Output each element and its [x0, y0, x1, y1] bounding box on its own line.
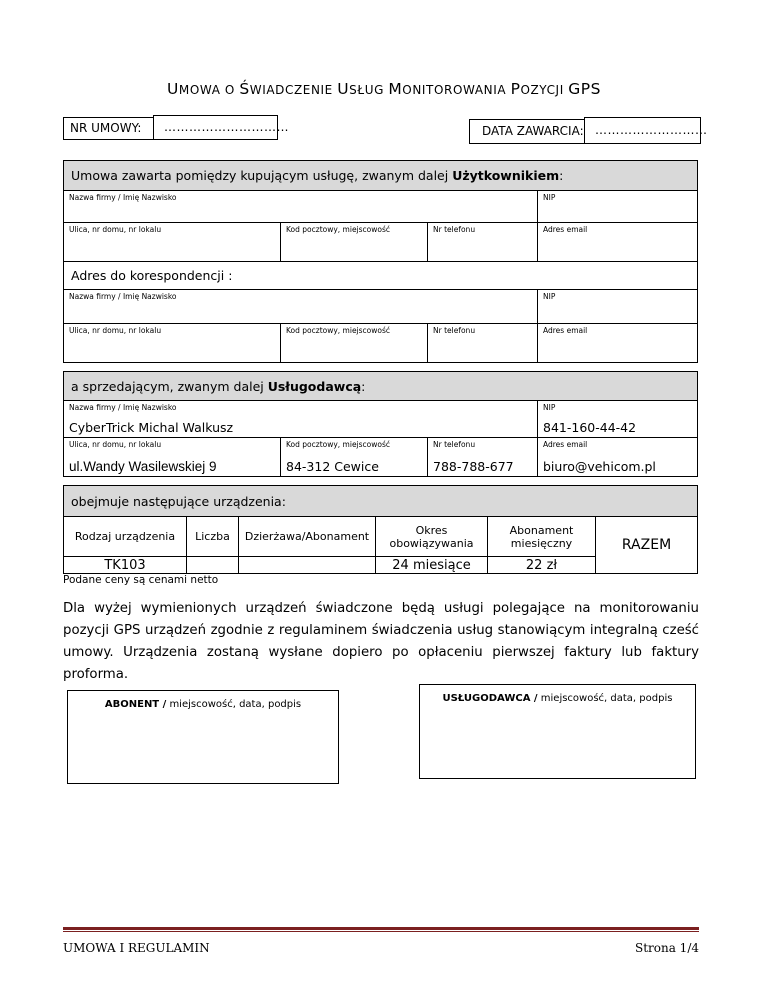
- terms-paragraph: Dla wyżej wymienionych urządzeń świadczone będą usługi polegające na monitorowaniu pozycji GPS urządzeń zgodnie z regulaminem świadczenia usług stanowiącym integralną cześć umowy. Urządzenia zostaną wysłane dopiero po opłaceniu pierwszej faktury lub faktury proforma.: [63, 601, 699, 682]
- contract-number-label: NR UMOWY:: [63, 117, 154, 140]
- corr-name-label: Nazwa firmy / Imię Nazwisko: [69, 292, 177, 301]
- subscriber-signature-caption: miejscowość, data, podpis: [166, 699, 302, 710]
- device-type-value: TK103: [64, 557, 187, 574]
- device-mode-value[interactable]: [239, 557, 376, 574]
- seller-street-field: [64, 438, 281, 477]
- seller-name-label: Nazwa firmy / Imię Nazwisko: [69, 403, 177, 412]
- seller-postal-field: [281, 438, 428, 477]
- corr-email-field[interactable]: [538, 324, 698, 363]
- user-section: [63, 160, 698, 363]
- col-lease-subscription: Dzierżawa/Abonament: [239, 517, 376, 557]
- user-name-label: Nazwa firmy / Imię Nazwisko: [69, 193, 177, 202]
- device-qty-value[interactable]: [187, 557, 239, 574]
- col-validity-period: Okres obowiązywania: [376, 517, 488, 557]
- footer-rule-thin: [63, 931, 699, 932]
- corr-phone-field[interactable]: [428, 324, 538, 363]
- user-name-field[interactable]: [64, 191, 538, 223]
- seller-nip-label: NIP: [543, 403, 556, 412]
- seller-email-label: Adres email: [543, 440, 588, 449]
- seller-email-value: biuro@vehicom.pl: [543, 459, 656, 474]
- seller-phone-label: Nr telefonu: [433, 440, 476, 449]
- corr-postal-label: Kod pocztowy, miejscowość: [286, 326, 391, 335]
- seller-nip-value: 841-160-44-42: [543, 420, 637, 435]
- col-device-type: Rodzaj urządzenia: [64, 517, 187, 557]
- contract-number-field[interactable]: …………………………: [153, 115, 278, 140]
- seller-name-value: CyberTrick Michal Walkusz: [69, 420, 234, 435]
- footer-rule: [63, 927, 699, 930]
- seller-nip-field: [538, 401, 698, 438]
- contract-date-label: DATA ZAWARCIA:: [469, 119, 585, 144]
- user-postal-label: Kod pocztowy, miejscowość: [286, 225, 391, 234]
- user-nip-label: NIP: [543, 193, 556, 202]
- correspondence-heading: Adres do korespondencji :: [64, 262, 698, 290]
- user-postal-field[interactable]: [281, 223, 428, 262]
- corr-street-field[interactable]: [64, 324, 281, 363]
- device-fee-value: 22 zł: [488, 557, 596, 574]
- col-monthly-fee: Abonament miesięczny: [488, 517, 596, 557]
- corr-email-label: Adres email: [543, 326, 588, 335]
- corr-name-field[interactable]: [64, 290, 538, 324]
- document-title: UMOWA O ŚWIADCZENIE USŁUG MONITOROWANIA POZYCJI GPS: [167, 80, 601, 98]
- corr-nip-label: NIP: [543, 292, 556, 301]
- subscriber-signature-box[interactable]: [67, 690, 339, 784]
- seller-postal-value: 84-312 Cewice: [286, 459, 379, 474]
- provider-signature-box[interactable]: [419, 684, 696, 779]
- seller-email-field: [538, 438, 698, 477]
- seller-street-label: Ulica, nr domu, nr lokalu: [69, 440, 162, 449]
- user-email-label: Adres email: [543, 225, 588, 234]
- user-email-field[interactable]: [538, 223, 698, 262]
- corr-postal-field[interactable]: [281, 324, 428, 363]
- contract-date-field[interactable]: ………………………: [584, 117, 701, 144]
- user-street-label: Ulica, nr domu, nr lokalu: [69, 225, 162, 234]
- seller-name-field: [64, 401, 538, 438]
- seller-section: [63, 371, 698, 477]
- provider-signature-caption: miejscowość, data, podpis: [537, 693, 673, 704]
- col-quantity: Liczba: [187, 517, 239, 557]
- col-total: RAZEM: [596, 517, 698, 574]
- devices-table: [63, 485, 698, 574]
- user-nip-field[interactable]: [538, 191, 698, 223]
- page-number: Strona 1/4: [634, 941, 699, 955]
- user-phone-field[interactable]: [428, 223, 538, 262]
- footer-title: UMOWA I REGULAMIN: [63, 941, 210, 955]
- user-street-field[interactable]: [64, 223, 281, 262]
- device-period-value: 24 miesiące: [376, 557, 488, 574]
- user-phone-label: Nr telefonu: [433, 225, 476, 234]
- corr-nip-field[interactable]: [538, 290, 698, 324]
- seller-section-heading: a sprzedającym, zwanym dalej Usługodawcą:: [64, 372, 698, 401]
- seller-phone-field: [428, 438, 538, 477]
- subscriber-signature-title: ABONENT /: [104, 699, 167, 710]
- seller-phone-value: 788-788-677: [433, 459, 514, 474]
- corr-phone-label: Nr telefonu: [433, 326, 476, 335]
- provider-signature-title: USŁUGODAWCA /: [442, 693, 538, 704]
- devices-heading: obejmuje następujące urządzenia:: [64, 486, 698, 517]
- seller-street-value: ul.Wandy Wasilewskiej 9: [69, 459, 217, 474]
- user-section-heading: Umowa zawarta pomiędzy kupującym usługę, zwanym dalej Użytkownikiem:: [64, 161, 698, 191]
- seller-postal-label: Kod pocztowy, miejscowość: [286, 440, 391, 449]
- net-price-note: Podane ceny są cenami netto: [63, 574, 219, 586]
- corr-street-label: Ulica, nr domu, nr lokalu: [69, 326, 162, 335]
